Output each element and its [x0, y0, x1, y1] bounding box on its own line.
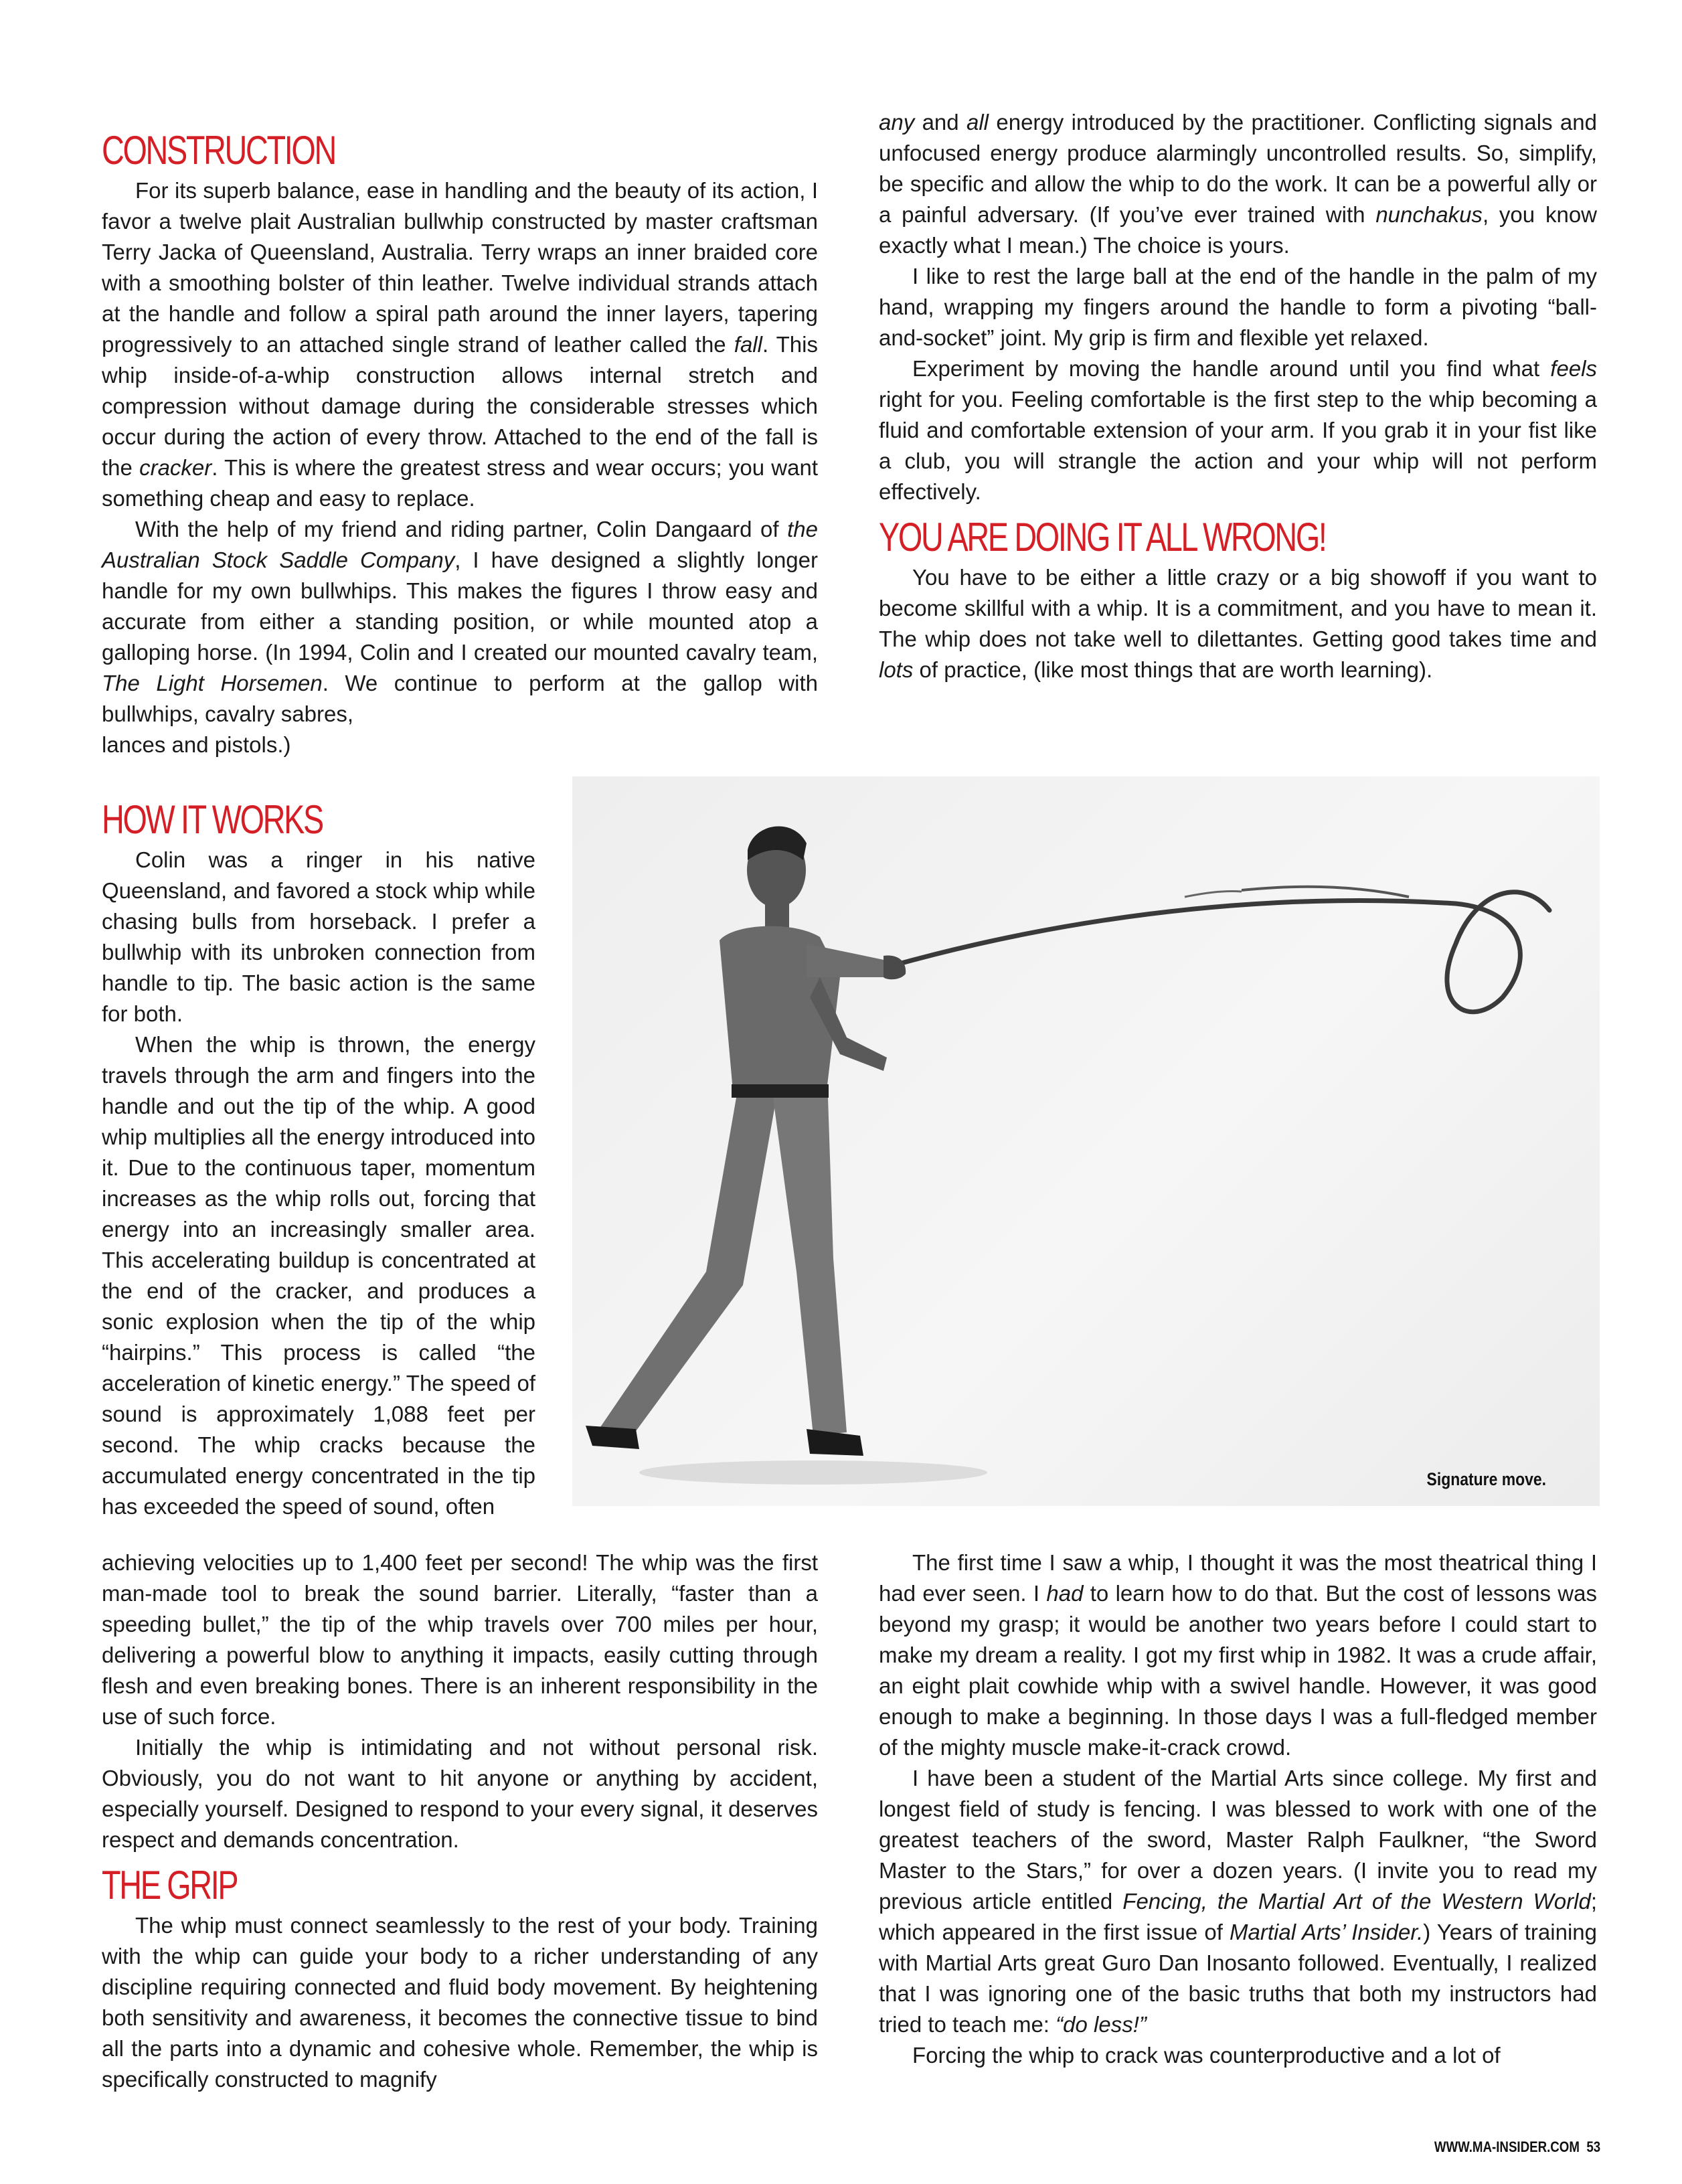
footer-website: WWW.MA-INSIDER.COM: [1434, 2138, 1580, 2155]
whip-performer-illustration: [572, 776, 1600, 1506]
left-column-narrow: [102, 790, 535, 1522]
left-column-lower: [102, 1547, 818, 2095]
heading-the-grip: THE GRIP: [102, 1863, 238, 1908]
heading-doing-it-wrong: YOU ARE DOING IT ALL WRONG!: [879, 515, 1326, 560]
page-number: 53: [1586, 2138, 1600, 2155]
right-column-top: [879, 107, 1597, 685]
grip-paragraph-3: Experiment by moving the handle around until you find what feels right for you. Feeling comfortable is the first step to the whip becoming a fluid and comfortable extension of your arm. If you grab it in your fist like a club, you will strangle the action and your whip will not perform effectively.: [879, 356, 1597, 504]
lower-paragraph-2: I have been a student of the Martial Arts since college. My first and longest field of study is fencing. I was blessed to work with one of the greatest teachers of the sword, Master Ralph Faulkner, “the Sword Master to the Stars,” for over a dozen years. (I invite you to read my previous article entitled Fencing, the Martial Art of the Western World; which appeared in the first issue of Martial Arts’ Insider.) Years of training with Martial Arts great Guro Dan Inosanto followed. Eventually, I realized that I was ignoring one of the basic truths that both my instructors had tried to teach me: “do less!”: [879, 1766, 1597, 2037]
wrong-paragraph-1: You have to be either a little crazy or a big showoff if you want to become skillful with a whip. It is a commitment, and you have to mean it. The whip does not take well to dilettantes. Getting good takes time and lots of practice, (like most things that are worth learning).: [879, 565, 1597, 682]
lower-paragraph-3: Forcing the whip to crack was counterproductive and a lot of: [912, 2043, 1501, 2068]
how-paragraph-1: Colin was a ringer in his native Queensland, and favored a stock whip while chasing bulls from horseback. I prefer a bullwhip with its unbroken connection from handle to tip. The basic action is the same for both.: [102, 847, 535, 1026]
grip-paragraph-1: The whip must connect seamlessly to the rest of your body. Training with the whip can guide your body to a richer understanding of any discipline requiring connected and fluid body movement. By heightening both sensitivity and awareness, it becomes the connective tissue to bind all the parts into a dynamic and cohesive whole. Remember, the whip is specifically constructed to magnify: [102, 1913, 818, 2092]
left-column-top: [102, 120, 818, 760]
photo-caption: Signature move.: [1426, 1469, 1546, 1489]
grip-paragraph-continued: any and all energy introduced by the practitioner. Conflicting signals and unfocused energy produce alarmingly uncontrolled results. So, simplify, be specific and allow the whip to do the work. It can be a powerful ally or a painful adversary. (If you’ve ever trained with nunchakus, you know exactly what I mean.) The choice is yours.: [879, 110, 1597, 258]
photo-signature-move: [572, 776, 1600, 1506]
heading-how-it-works: HOW IT WORKS: [102, 797, 323, 842]
grip-paragraph-2: I like to rest the large ball at the end of the handle in the palm of my hand, wrapping my fingers around the handle to form a pivoting “ball-and-socket” joint. My grip is firm and flexible yet relaxed.: [879, 264, 1597, 350]
how-paragraph-2-narrow: When the whip is thrown, the energy travels through the arm and fingers into the handle and out the tip of the whip. A good whip multiplies all the energy introduced into it. Due to the continuous taper, momentum increases as the whip rolls out, forcing that energy into an increasingly smaller area. This accelerating buildup is concentrated at the end of the cracker, and produces a sonic explosion when the tip of the whip “hairpins.” This process is called “the acceleration of kinetic energy.” The speed of sound is approximately 1,088 feet per second. The whip cracks because the accumulated energy concentrated in the tip has exceeded the speed of sound, often: [102, 1032, 535, 1519]
page-footer: [1434, 2138, 1600, 2156]
how-paragraph-2-continued: achieving velocities up to 1,400 feet per second! The whip was the first man-made tool to break the sound barrier. Literally, “faster than a speeding bullet,” the tip of the whip travels over 700 miles per hour, delivering a powerful blow to anything it impacts, easily cutting through flesh and even breaking bones. There is an inherent responsibility in the use of such force.: [102, 1550, 818, 1729]
construction-paragraph-2: With the help of my friend and riding partner, Colin Dangaard of the Australian Stock Saddle Company, I have designed a slightly longer handle for my own bullwhips. This makes the figures I throw easy and accurate from either a standing position, or while mounted atop a galloping horse. (In 1994, Colin and I created our mounted cavalry team, The Light Horsemen. We continue to perform at the gallop with bullwhips, cavalry sabres,: [102, 517, 819, 726]
how-paragraph-3: Initially the whip is intimidating and not without personal risk. Obviously, you do not want to hit anyone or anything by accident, especially yourself. Designed to respond to your every signal, it deserves respect and demands concentration.: [102, 1735, 818, 1852]
construction-paragraph-2-end: lances and pistols.): [102, 732, 291, 757]
right-column-lower: [879, 1547, 1597, 2071]
heading-construction: CONSTRUCTION: [102, 128, 335, 173]
lower-paragraph-1: The first time I saw a whip, I thought it was the most theatrical thing I had ever seen. I had to learn how to do that. But the cost of lessons was beyond my grasp; it would be another two years before I could start to make my dream a reality. I got my first whip in 1982. It was a crude affair, an eight plait cowhide whip with a swivel handle. However, it was good enough to make a beginning. In those days I was a full-fledged member of the mighty muscle make-it-crack crowd.: [879, 1550, 1597, 1760]
construction-paragraph-1: For its superb balance, ease in handling and the beauty of its action, I favor a twelve plait Australian bullwhip constructed by master craftsman Terry Jacka of Queensland, Australia. Terry wraps an inner braided core with a smoothing bolster of thin leather. Twelve individual strands attach at the handle and follow a spiral path around the inner layers, tapering progressively to an attached single strand of leather called the fall. This whip inside-of-a-whip construction allows internal stretch and compression without damage during the considerable stresses which occur during the action of every throw. Attached to the end of the fall is the cracker. This is where the greatest stress and wear occurs; you want something cheap and easy to replace.: [102, 178, 819, 511]
